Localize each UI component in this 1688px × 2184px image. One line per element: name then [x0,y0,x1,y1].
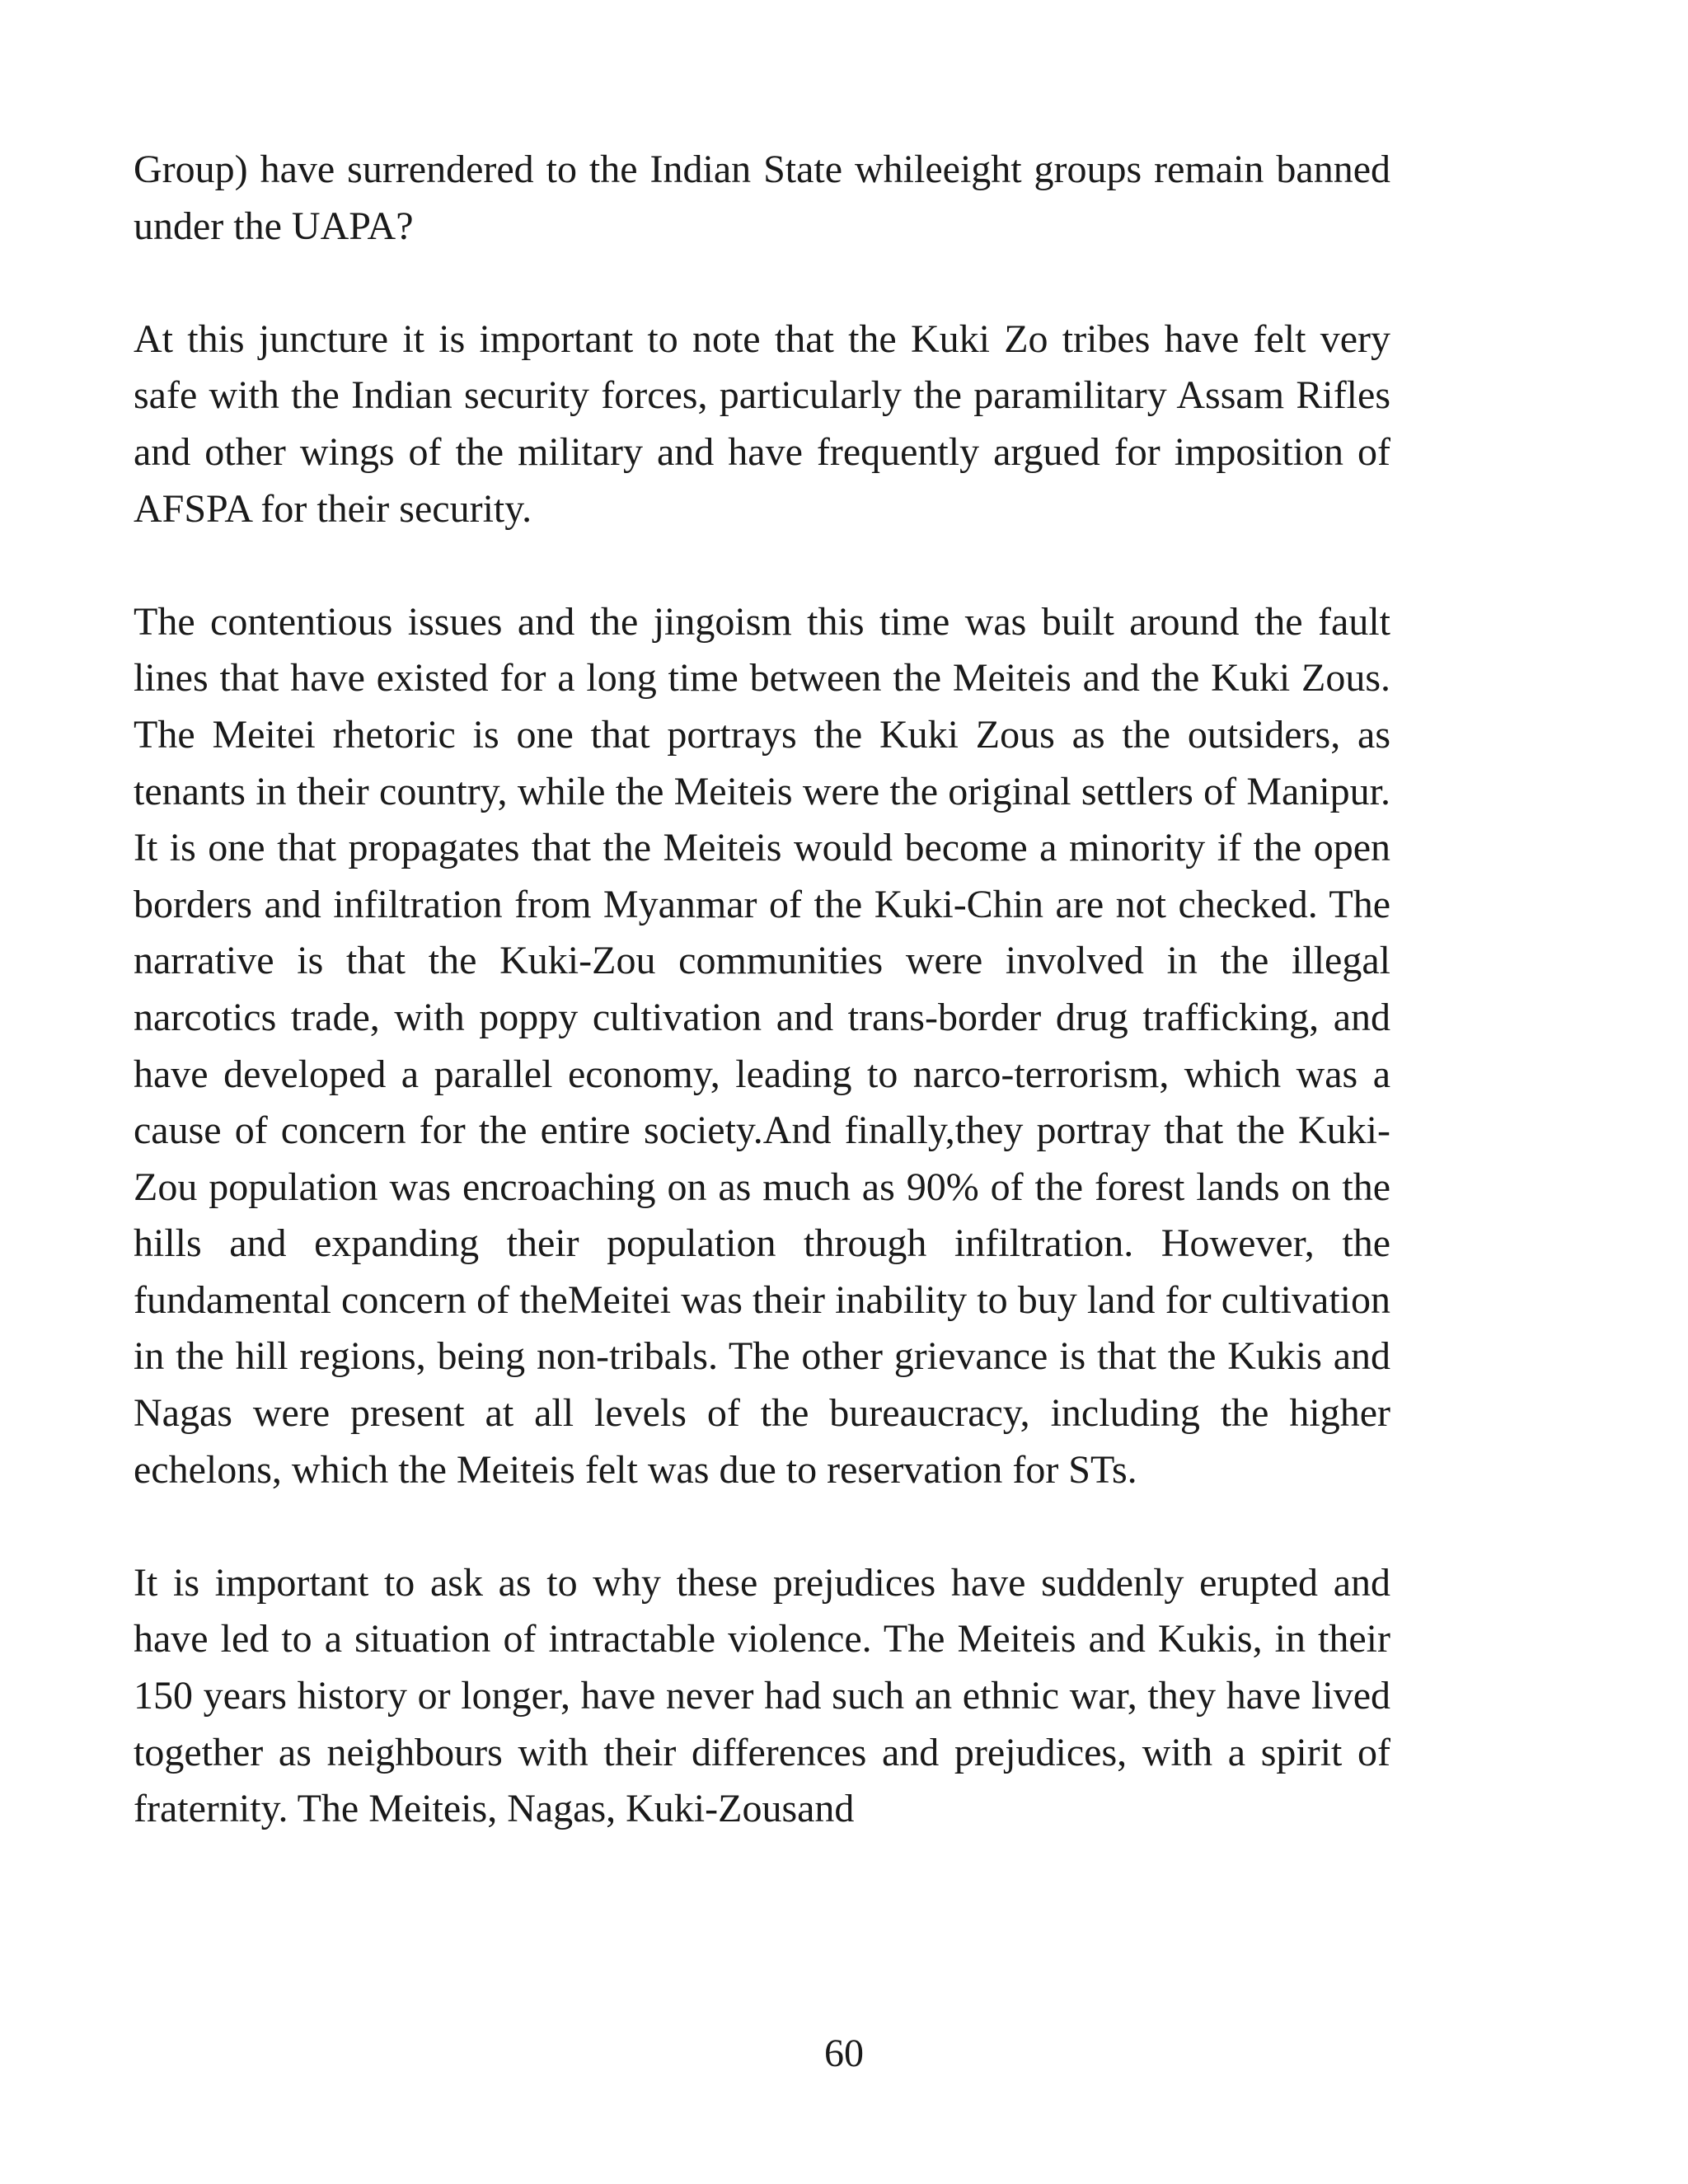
body-text [134,142,1390,1838]
paragraph-surrendered-groups: Group) have surrendered to the Indian State whileeight groups remain banned under the UAPA? [134,148,1390,248]
paragraph-prejudices: It is important to ask as to why these prejudices have suddenly erupted and have led to a situation of intractable violence. The Meiteis and Kukis, in their 150 years history or longer, have never had such an ethnic war, they have lived together as neighbours with their differences and prejudices, with a spirit of fraternity. The Meiteis, Nagas, Kuki-Zousand [134,1560,1390,1831]
page-number: 60 [824,2032,864,2075]
paragraph-security-forces: At this juncture it is important to note that the Kuki Zo tribes have felt very safe with the Indian security forces, particularly the paramilitary Assam Rifles and other wings of the military and have frequently argued for imposition of AFSPA for their security. [134,316,1390,531]
paragraph-contentious-issues: The contentious issues and the jingoism this time was built around the fault lines that have existed for a long time between the Meiteis and the Kuki Zous. The Meitei rhetoric is one that portrays the Kuki Zous as the outsiders, as tenants in their country, while the Meiteis were the original settlers of Manipur. It is one that propagates that the Meiteis would become a minority if the open borders and infiltration from Myanmar of the Kuki-Chin are not checked. The narrative is that the Kuki-Zou communities were involved in the illegal narcotics trade, with poppy cultivation and trans-border drug trafficking, and have developed a parallel economy, leading to narco-terrorism, which was a cause of concern for the entire society.And finally,they portray that the Kuki-Zou population was encroaching on as much as 90% of the forest lands on the hills and expanding their population through infiltration. However, the fundamental concern of theMeitei was their inability to buy land for cultivation in the hill regions, being non-tribals. The other grievance is that the Kukis and Nagas were present at all levels of the bureaucracy, including the higher echelons, which the Meiteis felt was due to reservation for STs. [134,599,1390,1492]
